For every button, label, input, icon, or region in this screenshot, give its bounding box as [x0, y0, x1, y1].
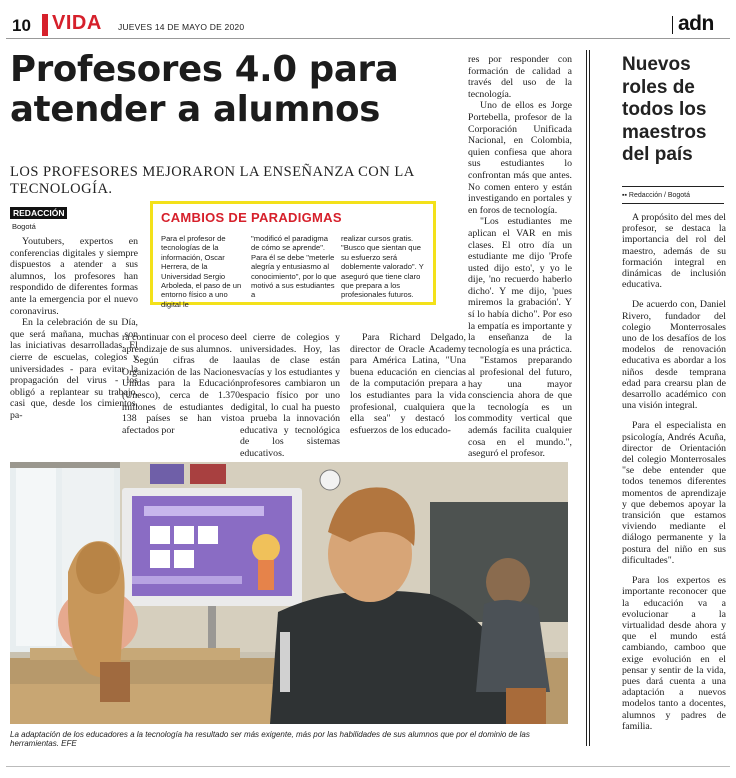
paragraph: "Estamos preparando al profesional del futuro, hay una mayor consciencia ahora de que la tecnología es un commodity vertical que además facilita cualquier cosa en el mundo.", aseguró el profesor.	[468, 355, 572, 460]
sidebar-title-rule	[622, 186, 724, 187]
page-number: 10	[12, 16, 31, 35]
sidebar-rule	[586, 50, 587, 746]
paragraph: En la celebración de su Día, que será mañana, muchas son las iniciativas desarrolladas. El cierre de escuelas, colegios y universidades - para evitar la propagación del virus - los obligó a replantear su trabajo, casi que, desde los cimientos, pa-	[10, 317, 138, 421]
article-column-2	[122, 332, 240, 436]
sidebar-byline-text: Redacción / Bogotá	[628, 192, 691, 199]
paragraph: Según cifras de la Organización de las Naciones Unidas para la Educación (Unesco), cerca de 1.370 millones de estudiantes de 138 países se han visto afectados por	[122, 355, 240, 436]
brand-logo: adn	[678, 12, 714, 35]
headline-line-1: Profesores 4.0 para	[10, 49, 399, 90]
paragraph: ra continuar con el proceso de aprendizaje de sus alumnos.	[122, 332, 240, 355]
section-marker	[42, 14, 48, 36]
photo-caption: La adaptación de los educadores a la tecnología ha resultado ser más exigente, más por las habilidades de sus alumnos que por el dominio de las herramientas. EFE	[10, 730, 530, 748]
callout-column-3: realizar cursos gratis. "Busco que sientan que su esfuerzo será doblemente valorado". Y aseguró que tiene claro que prepara a los profesionales futuros.	[341, 234, 424, 300]
classroom-photo	[10, 462, 568, 724]
article-column-1	[10, 236, 138, 422]
sidebar-byline-rule	[622, 203, 724, 204]
article-byline	[10, 203, 74, 231]
sidebar-title: Nuevos roles de todos los maestros del país	[622, 54, 707, 165]
paragraph: "Los estudiantes me aplican el VAR en mis clases. El otro día un estudiante me dijo 'Profe usted dijo esto', y yo le dije, 'no recuerdo haberlo dicho'. Y me dijo, 'pues miremos la grabación'. Y sí lo había dicho". Por eso la empatía es importante y la enseñanza de la tecnología es una práctica.	[468, 216, 572, 355]
callout-column-1: Para el profesor de tecnologías de la información, Oscar Herrera, de la Universidad Sergio Arboleda, el paso de un entorno físico a uno digital le	[161, 234, 242, 309]
sidebar-byline: ▪▪ Redacción / Bogotá	[622, 192, 691, 199]
callout-column-2: "modificó el paradigma de cómo se aprende". Para él se debe "meterle alegría y entusiasmo al conocimiento", por lo que motivó a sus estudiantes a	[251, 234, 337, 300]
paragraph: res por responder con formación de calidad a través del uso de la tecnología.	[468, 54, 572, 100]
article-headline	[10, 50, 465, 130]
paragraph: Para el especialista en psicología, Andrés Acuña, director de Orientación del colegio Monterrosales "se debe entender que todos tenemos diferentes momentos de aprendizaje y que debemos apoyar la transición que estamos viviendo mediante el diálogo permanente y la postura del niño en sus dificultades".	[622, 420, 726, 566]
callout-title: CAMBIOS DE PARADIGMAS	[161, 210, 342, 225]
article-subhead: LOS PROFESORES MEJORARON LA ENSEÑANZA CON LA TECNOLOGÍA.	[10, 164, 414, 197]
article-column-5	[468, 54, 572, 460]
brand-divider	[672, 16, 673, 34]
page-header	[6, 14, 730, 36]
sidebar-rule	[589, 50, 590, 746]
paragraph: Youtubers, expertos en conferencias digitales y siempre dispuestos a atender a sus alumnos, los profesores han respondido de diferentes formas ante la emergencia por el nuevo coronavirus.	[10, 236, 138, 317]
publication-date: JUEVES 14 DE MAYO DE 2020	[118, 22, 245, 32]
footer-rule	[6, 766, 730, 767]
paragraph: A propósito del mes del profesor, se destaca la importancia del rol del maestro, además de su formación integral en dinámicas de inclusión educativa.	[622, 212, 726, 291]
section-name: VIDA	[52, 12, 102, 34]
sidebar-body	[622, 212, 726, 741]
paragraph: De acuerdo con, Daniel Rivero, fundador del colegio Monterrosales uno de los desafíos de los modelos de renovación educativa es abordar a los niños desde temprana edad para crearsu plan de desarrollo académico con una visión integral.	[622, 299, 726, 412]
article-column-3	[240, 332, 340, 460]
byline-label: REDACCIÓN	[10, 207, 67, 219]
paragraph: Uno de ellos es Jorge Portebella, profesor de la Corporación Unificada Nacional, en Colombia, quien confiesa que ahora sus estudiantes lo confrontan más que antes. No comen entero y están investigando en portales y en foros de tecnología.	[468, 100, 572, 216]
byline-city: Bogotá	[12, 222, 36, 231]
paragraph: Para Richard Delgado, director de Oracle Academy para América Latina, "Una buena educación en ciencias de la computación prepara a los estudiantes para la vida profesional, cualquiera que ella sea" y destacó los esfuerzos de los educado-	[350, 332, 466, 436]
article-column-4	[350, 332, 466, 436]
paragraph: el cierre de colegios y universidades. Hoy, las aulas de clase están vacías y los estudiantes y profesores cambiaron un espacio físico por uno digital, lo cual ha puesto a prueba la innovación educativa y tecnológica de los sistemas educativos.	[240, 332, 340, 459]
paragraph: Para los expertos es importante reconocer que la educación va a evolucionar a la virtualidad desde ahora y que el mundo está cambiando, camboo que exige evolución en el pensar y sentir de la vida, pues dará cuenta a una adaptación a nuevos modelos tanto a docentes, alumnos y padres de familia.	[622, 575, 726, 732]
callout-box	[150, 201, 436, 309]
header-rule	[6, 38, 730, 39]
classroom-illustration	[10, 462, 568, 724]
headline-line-2: atender a alumnos	[10, 89, 381, 130]
